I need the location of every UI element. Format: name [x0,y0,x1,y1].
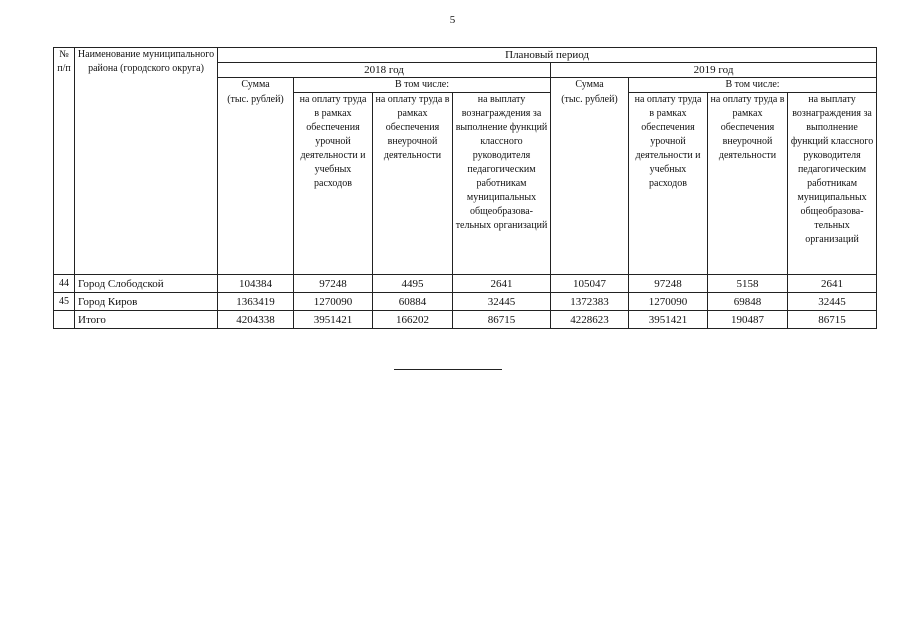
year-2018-header: 2018 год [218,63,551,78]
year-2019-header: 2019 год [551,63,877,78]
subcol-2019-extracurricular: на оплату труда в рамках обеспечения внеурочной деятельности [708,93,788,275]
subcol-2019-lessons: на оплату труда в рамках обеспечения урочной деятельности и учебных расходов [629,93,708,275]
table-row-total [54,311,877,329]
cell: 1372383 [551,293,629,311]
cell: 1363419 [218,293,294,311]
sum-unit-2018: (тыс. рублей) [218,93,294,275]
cell: 166202 [373,311,453,329]
col-name-header: Наименование муниципального района (городского округа) [75,48,218,275]
cell: 4204338 [218,311,294,329]
cell: 86715 [788,311,877,329]
cell: 1270090 [629,293,708,311]
cell: 1270090 [294,293,373,311]
sum-unit-2019: (тыс. рублей) [551,93,629,275]
cell: 190487 [708,311,788,329]
cell: 69848 [708,293,788,311]
cell: 105047 [551,275,629,293]
subcol-2019-class-teacher: на выплату вознаграждения за выполнение функций классного руководителя педагогическим работникам муниципальных общеобразова-тельных организаций [788,93,877,275]
cell: 4495 [373,275,453,293]
cell: 97248 [294,275,373,293]
cell: 60884 [373,293,453,311]
row-number: 44 [54,275,75,293]
table-row [54,293,877,311]
sum-2018-header: Сумма [218,78,294,93]
including-2018-header: В том числе: [294,78,551,93]
col-num-header: № п/п [54,48,75,275]
cell: 86715 [453,311,551,329]
sum-2019-header: Сумма [551,78,629,93]
cell: 104384 [218,275,294,293]
row-number [54,311,75,329]
row-name: Город Киров [75,293,218,311]
cell: 4228623 [551,311,629,329]
subcol-2018-lessons: на оплату труда в рамках обеспечения урочной деятельности и учебных расходов [294,93,373,275]
cell: 97248 [629,275,708,293]
cell: 32445 [788,293,877,311]
cell: 2641 [453,275,551,293]
cell: 3951421 [629,311,708,329]
including-2019-header: В том числе: [629,78,877,93]
cell: 2641 [788,275,877,293]
table-row [54,275,877,293]
row-name: Итого [75,311,218,329]
cell: 5158 [708,275,788,293]
end-divider [394,369,502,370]
cell: 3951421 [294,311,373,329]
budget-table [53,47,877,329]
page-number: 5 [449,14,456,26]
row-name: Город Слободской [75,275,218,293]
row-number: 45 [54,293,75,311]
planning-period-header: Плановый период [218,48,877,63]
subcol-2018-class-teacher: на выплату вознаграждения за выполнение функций классного руководителя педагогическим работникам муниципальных общеобразова-тельных организаций [453,93,551,275]
cell: 32445 [453,293,551,311]
subcol-2018-extracurricular: на оплату труда в рамках обеспечения внеурочной деятельности [373,93,453,275]
